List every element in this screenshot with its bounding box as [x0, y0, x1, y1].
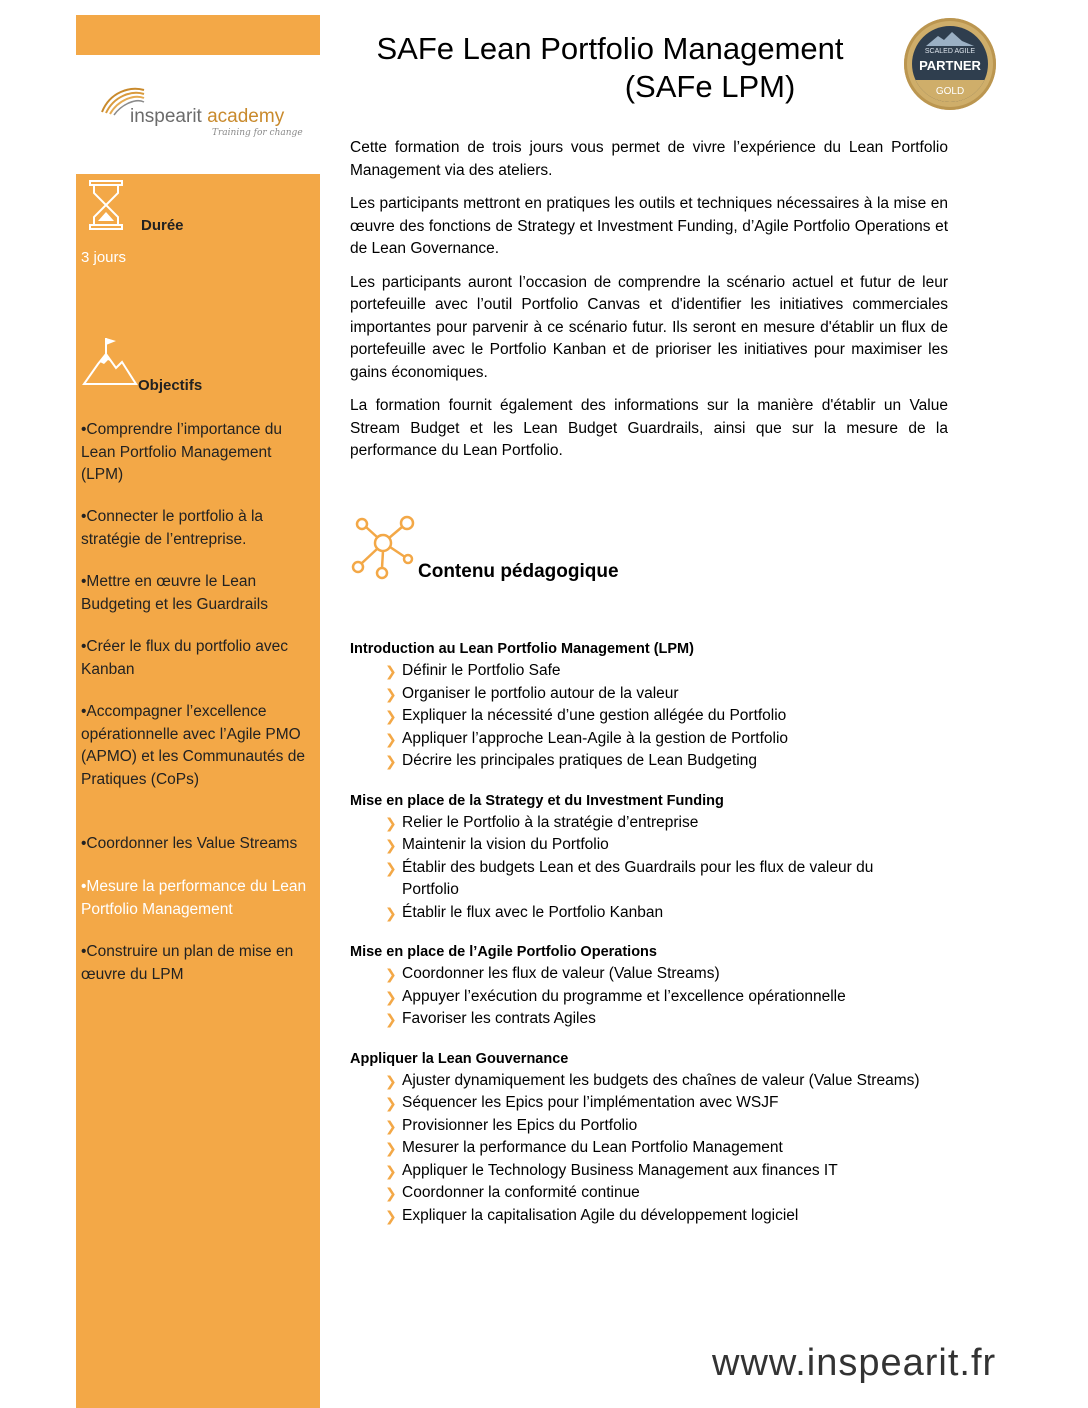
list-item [350, 812, 990, 835]
chevron-bullet-icon: ❯ [385, 1207, 397, 1224]
logo-wordmark [130, 106, 284, 128]
intro-paragraph: La formation fournit également des informations sur la manière d'établir un Value Stream Budget et les Lean Budget Guardrails, ainsi que sur la mesure de la performance du Lean Portfolio. [350, 397, 948, 459]
list-item-text: Décrire les principales pratiques de Lean Budgeting [402, 752, 757, 769]
list-item-text: Organiser le portfolio autour de la valeur [402, 684, 679, 702]
page-title [340, 30, 880, 106]
list-item-text: Expliquer la nécessité d’une gestion allégée du Portfolio [402, 707, 787, 724]
intro-paragraph: Cette formation de trois jours vous permet de vivre l’expérience du Lean Portfolio Management via des ateliers. [350, 139, 948, 179]
list-item-text: Définir le Portfolio Safe [402, 662, 561, 679]
list-item [350, 1137, 990, 1160]
chevron-bullet-icon: ❯ [385, 904, 397, 921]
chevron-bullet-icon: ❯ [385, 837, 397, 853]
list-item [350, 1070, 990, 1093]
list-item-text: Coordonner la conformité continue [402, 1184, 640, 1201]
sidebar [76, 174, 320, 1408]
list-item-text: Provisionner les Epics du Portfolio [402, 1116, 638, 1134]
list-item [350, 1092, 990, 1115]
chevron-bullet-icon: ❯ [385, 1185, 397, 1201]
program-section [350, 1048, 990, 1228]
objective-item: •Construire un plan de mise en œuvre du LPM [81, 943, 294, 983]
logo-name-part2: academy [207, 106, 285, 127]
list-item [350, 1205, 990, 1228]
chevron-bullet-icon: ❯ [385, 730, 397, 747]
list-item [350, 902, 990, 925]
intro-paragraph: Les participants auront l’occasion de comprendre la scénario actuel et futur de leur portefeuille avec l’outil Portfolio Canvas et d'identifier les initiatives commerciales importantes pour parvenir à ce scénario futur. Ils seront en mesure d'établir un flux de portefeuille avec le Portfolio Kanban et de prioriser les initiatives pour maximiser les gains économiques. [350, 273, 948, 381]
chevron-bullet-icon: ❯ [385, 708, 397, 724]
list-item-text: Appliquer l’approche Lean-Agile à la gestion de Portfolio [402, 729, 789, 747]
hourglass-icon [86, 179, 126, 231]
list-item [350, 660, 990, 683]
website-link[interactable]: www.inspearit.fr [712, 1342, 997, 1384]
list-item [350, 750, 990, 773]
program-section [350, 941, 990, 1031]
list-item-text: Appuyer l’exécution du programme et l’excellence opérationnelle [402, 987, 846, 1005]
list-item-text: Séquencer les Epics pour l’implémentation avec WSJF [402, 1094, 779, 1111]
inspearit-logo[interactable] [100, 86, 310, 146]
list-item [350, 834, 990, 857]
scaled-agile-partner-badge [904, 18, 996, 110]
list-item-text: Appliquer le Technology Business Management aux finances IT [402, 1161, 838, 1179]
logo-name-part1: inspearit [130, 106, 202, 127]
list-item-text: Établir des budgets Lean et des Guardrails pour les flux de valeur du Portfolio [402, 858, 874, 898]
chevron-bullet-icon: ❯ [385, 988, 397, 1005]
list-item [350, 1182, 990, 1205]
objective-item: •Coordonner les Value Streams [81, 835, 298, 852]
program-title: Contenu pédagogique [418, 561, 619, 582]
title-line-2: (SAFe LPM) [624, 69, 796, 104]
list-item-text: Établir le flux avec le Portfolio Kanban [402, 903, 664, 921]
chevron-bullet-icon: ❯ [385, 1140, 397, 1156]
badge-inner [912, 26, 988, 102]
chevron-bullet-icon: ❯ [385, 753, 397, 769]
objective-item: •Mesure la performance du Lean Portfolio Management [81, 878, 307, 918]
chevron-bullet-icon: ❯ [385, 966, 397, 982]
intro-text [350, 137, 948, 474]
intro-paragraph: Les participants mettront en pratiques les outils et techniques nécessaires à la mise en œuvre des fonctions de Strategy et Investment Funding, d’Agile Portfolio Operations et de Lean Governance. [350, 195, 948, 257]
list-item-text: Favoriser les contrats Agiles [402, 1010, 596, 1027]
duration-value: 3 jours [81, 249, 127, 266]
mountain-flag-icon [82, 334, 138, 388]
program-section [350, 790, 990, 925]
list-item-text: Relier le Portfolio à la stratégie d’entreprise [402, 813, 699, 831]
badge-line-2: PARTNER [919, 58, 981, 73]
section-title: Appliquer la Lean Gouvernance [350, 1050, 569, 1067]
objective-item: •Comprendre l’importance du Lean Portfolio Management (LPM) [81, 421, 282, 483]
chevron-bullet-icon: ❯ [385, 1072, 397, 1089]
objectives-label: Objectifs [138, 377, 203, 394]
mountain-icon [926, 32, 974, 46]
list-item-text: Ajuster dynamiquement les budgets des chaînes de valeur (Value Streams) [402, 1071, 920, 1089]
chevron-bullet-icon: ❯ [385, 859, 397, 876]
top-orange-band [76, 15, 320, 55]
list-item [350, 963, 990, 986]
chevron-bullet-icon: ❯ [385, 814, 397, 831]
network-icon [350, 515, 416, 581]
chevron-bullet-icon: ❯ [385, 663, 397, 679]
list-item [350, 1115, 990, 1138]
section-title: Mise en place de la Strategy et du Investment Funding [350, 792, 724, 809]
badge-line-1: SCALED AGILE [924, 48, 976, 55]
list-item [350, 1160, 990, 1183]
badge-line-3: GOLD [935, 86, 965, 97]
chevron-bullet-icon: ❯ [385, 1162, 397, 1179]
objective-item: •Accompagner l’excellence opérationnelle avec l’Agile PMO (APMO) et les Communautés de Pratiques (CoPs) [81, 703, 305, 788]
chevron-bullet-icon: ❯ [385, 685, 397, 702]
objective-item: •Connecter le portfolio à la stratégie de l’entreprise. [81, 508, 264, 548]
list-item [350, 683, 990, 706]
list-item [350, 1008, 990, 1031]
logo-tagline: Training for change [212, 128, 303, 138]
list-item [350, 728, 990, 751]
program-section [350, 638, 990, 773]
list-item-text: Maintenir la vision du Portfolio [402, 836, 609, 853]
objective-item: •Mettre en œuvre le Lean Budgeting et les Guardrails [81, 573, 268, 613]
section-title: Mise en place de l’Agile Portfolio Operations [350, 944, 657, 960]
duration-label: Durée [141, 217, 184, 234]
list-item-text: Coordonner les flux de valeur (Value Streams) [402, 965, 720, 982]
chevron-bullet-icon: ❯ [385, 1095, 397, 1111]
section-title: Introduction au Lean Portfolio Management (LPM) [350, 641, 694, 657]
list-item-text: Mesurer la performance du Lean Portfolio Management [402, 1139, 783, 1156]
program-sections [350, 638, 990, 1244]
list-item-text: Expliquer la capitalisation Agile du développement logiciel [402, 1206, 799, 1224]
list-item [350, 986, 990, 1009]
title-line-1: SAFe Lean Portfolio Management [376, 31, 844, 66]
chevron-bullet-icon: ❯ [385, 1117, 397, 1134]
objective-item: •Créer le flux du portfolio avec Kanban [81, 638, 289, 678]
list-item [350, 705, 990, 728]
list-item [350, 857, 932, 902]
chevron-bullet-icon: ❯ [385, 1011, 397, 1027]
